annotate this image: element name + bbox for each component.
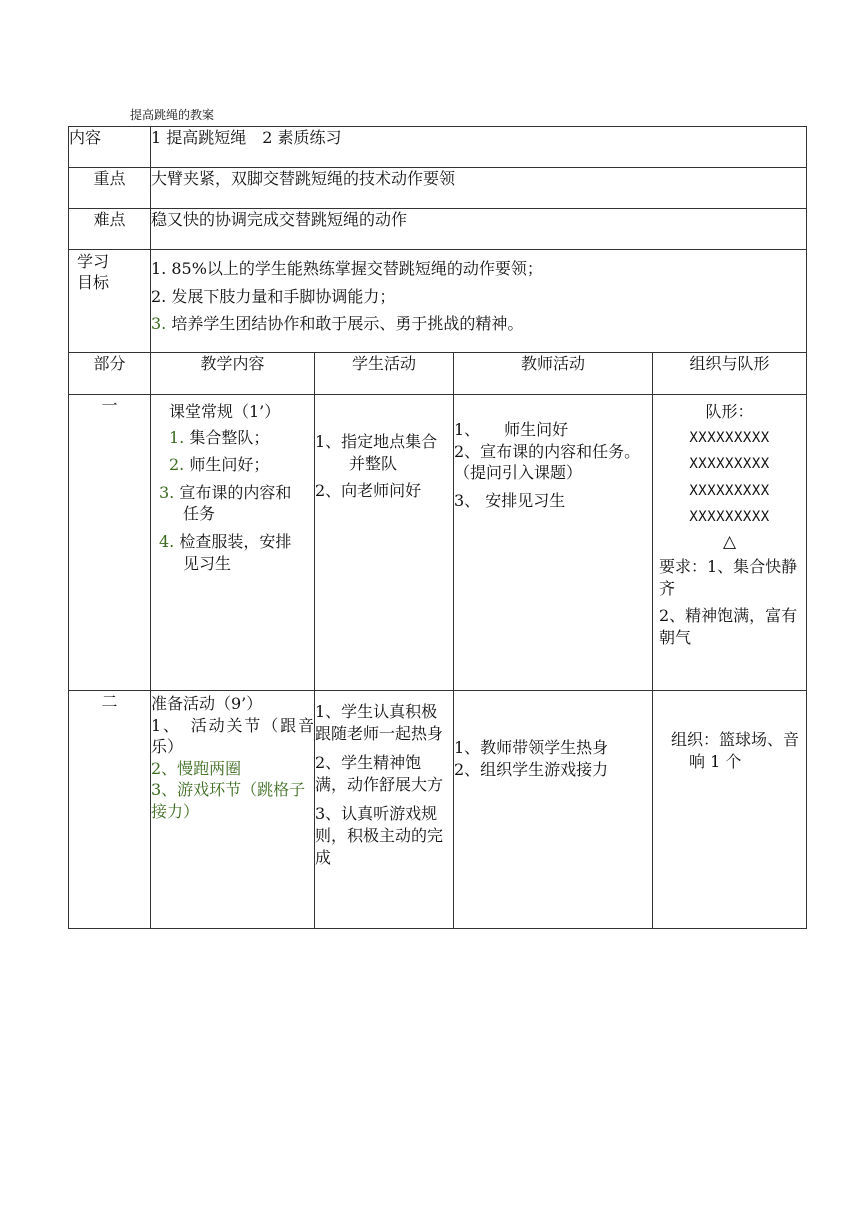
- part1-student-item: 2、向老师问好: [315, 481, 422, 501]
- part2-teacher-item: 2、组织学生游戏接力: [454, 759, 609, 779]
- formation-row: XXXXXXXXX: [689, 429, 770, 446]
- goals-label-text: 学习目标: [77, 252, 110, 292]
- part1-item: 2. 师生问好；: [169, 455, 270, 475]
- part2-item: 2、慢跑两圈: [151, 758, 242, 778]
- teacher-position-triangle-icon: △: [722, 531, 737, 552]
- part2-content-title: 准备活动（9’）: [151, 694, 263, 713]
- part2-organization: [653, 691, 807, 929]
- part1-item: 3. 宣布课的内容和任务: [159, 482, 292, 524]
- part2-org-text: 组织：篮球场、音响 1 个: [671, 730, 800, 771]
- part1-student: [315, 395, 454, 691]
- key-value: 大臂夹紧，双脚交替跳短绳的技术动作要领: [151, 168, 807, 209]
- part2-item: 3、游戏环节（跳格子接力）: [151, 780, 306, 821]
- header-teaching-content: 教学内容: [151, 353, 315, 395]
- part1-item: 1. 集合整队；: [169, 427, 270, 447]
- goals-label: [69, 250, 151, 353]
- part1-teacher-item: 1、 师生问好: [454, 420, 569, 439]
- part1-requirement: 2、精神饱满，富有朝气: [659, 606, 798, 647]
- content-label: 内容: [69, 127, 151, 168]
- part2-row: [69, 691, 807, 929]
- key-label: 重点: [69, 168, 151, 209]
- header-student-activity: 学生活动: [315, 353, 454, 395]
- difficulty-label: 难点: [69, 209, 151, 250]
- part2-number: 二: [69, 691, 151, 929]
- part1-requirement: 要求：1、集合快静齐: [659, 556, 798, 598]
- part2-student-item: 3、认真听游戏规则，积极主动的完成: [315, 804, 444, 867]
- header-teacher-activity: 教师活动: [454, 353, 653, 395]
- formation-row: XXXXXXXXX: [689, 482, 770, 499]
- part2-student: [315, 691, 454, 929]
- part2-teacher: [454, 691, 653, 929]
- part1-content: [151, 395, 315, 691]
- row-goals: [69, 250, 807, 353]
- formation-title: 队形：: [705, 402, 754, 421]
- part1-organization: [653, 395, 807, 691]
- part1-item: 4. 检查服装，安排见习生: [159, 531, 292, 573]
- row-key: [69, 168, 807, 209]
- part1-student-item: 1、指定地点集合并整队: [315, 432, 438, 473]
- part2-student-item: 1、学生认真积极跟随老师一起热身: [315, 702, 444, 743]
- part1-teacher-item: 3、 安排见习生: [454, 490, 566, 510]
- goals-list: [151, 250, 807, 353]
- part1-row: [69, 395, 807, 691]
- lesson-plan-table: [68, 126, 807, 929]
- header-row: [69, 353, 807, 395]
- part1-content-title: 课堂常规（1’）: [169, 402, 281, 421]
- part2-content: [151, 691, 315, 929]
- part1-number: 一: [69, 395, 151, 691]
- formation-row: XXXXXXXXX: [689, 456, 770, 473]
- goal-item: 3. 培养学生团结协作和敢于展示、勇于挑战的精神。: [151, 314, 524, 334]
- part1-teacher: [454, 395, 653, 691]
- document-title: 提高跳绳的教案: [130, 108, 215, 122]
- goal-item: 2. 发展下肢力量和手脚协调能力；: [151, 286, 396, 306]
- part1-teacher-item: 2、宣布课的内容和任务。（提问引入课题）: [454, 441, 641, 483]
- difficulty-value: 稳又快的协调完成交替跳短绳的动作: [151, 209, 807, 250]
- goal-item: 1. 85%以上的学生能熟练掌握交替跳短绳的动作要领；: [151, 259, 543, 278]
- row-difficulty: [69, 209, 807, 250]
- part2-item: 1、 活动关节（跟音乐）: [151, 715, 314, 757]
- content-value: 1 提高跳短绳 2 素质练习: [151, 127, 807, 168]
- formation-row: XXXXXXXXX: [689, 509, 770, 526]
- part2-student-item: 2、学生精神饱满，动作舒展大方: [315, 753, 444, 794]
- row-content: [69, 127, 807, 168]
- header-organization: 组织与队形: [653, 353, 807, 395]
- part2-teacher-item: 1、教师带领学生热身: [454, 738, 609, 757]
- header-part: 部分: [69, 353, 151, 395]
